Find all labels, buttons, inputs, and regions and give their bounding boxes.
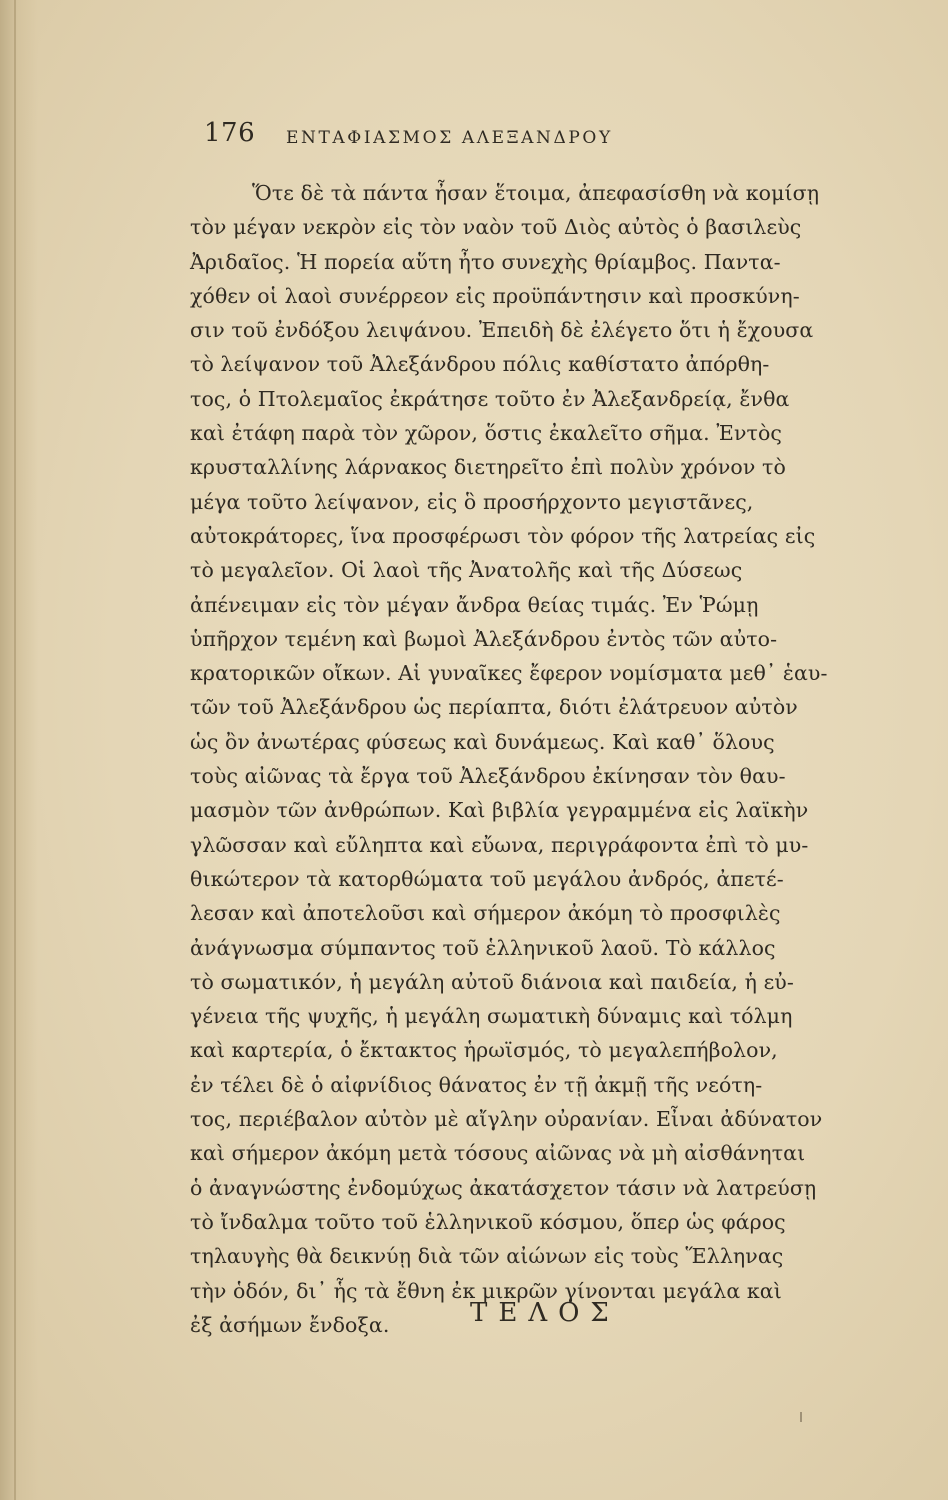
- text-line: τοὺς αἰῶνας τὰ ἔργα τοῦ Ἀλεξάνδρου ἐκίνησαν τὸν θαυ-: [190, 764, 786, 789]
- text-line: θικώτερον τὰ κατορθώματα τοῦ μεγάλου ἀνδρός, ἀπετέ-: [190, 866, 784, 891]
- text-line: σιν τοῦ ἐνδόξου λειψάνου. Ἐπειδὴ δὲ ἐλέγετο ὅτι ἡ ἔχουσα: [190, 318, 814, 343]
- text-line: αὐτοκράτορες, ἵνα προσφέρωσι τὸν φόρον τῆς λατρείας εἰς: [190, 523, 816, 548]
- ink-speck: [800, 1412, 802, 1422]
- text-line: ἐξ ἀσήμων ἔνδοξα.: [190, 1312, 390, 1337]
- binding-gutter-line: [14, 0, 16, 1500]
- text-line: ὁ ἀναγνώστης ἐνδομύχως ἀκατάσχετον τάσιν νὰ λατρεύσῃ: [190, 1175, 817, 1200]
- text-line: τὸ σωματικόν, ἡ μεγάλη αὐτοῦ διάνοια καὶ παιδεία, ἡ εὐ-: [190, 969, 794, 994]
- page-header: [204, 118, 764, 158]
- text-line: Ἀριδαῖος. Ἡ πορεία αὕτη ἦτο συνεχὴς θρίαμβος. Παντα-: [190, 249, 781, 274]
- text-line: λεσαν καὶ ἀποτελοῦσι καὶ σήμερον ἀκόμη τὸ προσφιλὲς: [190, 901, 781, 926]
- text-line: τὸ ἴνδαλμα τοῦτο τοῦ ἑλληνικοῦ κόσμου, ὅπερ ὡς φάρος: [190, 1209, 786, 1234]
- text-line: τὸ λείψανον τοῦ Ἀλεξάνδρου πόλις καθίστατο ἀπόρθη-: [190, 352, 770, 377]
- text-line: τὸν μέγαν νεκρὸν εἰς τὸν ναὸν τοῦ Διὸς αὐτὸς ὁ βασιλεὺς: [190, 215, 802, 240]
- text-line: κρυσταλλίνης λάρνακος διετηρεῖτο ἐπὶ πολὺν χρόνον τὸ: [190, 455, 786, 480]
- text-line: καὶ σήμερον ἀκόμη μετὰ τόσους αἰῶνας νὰ μὴ αἰσθάνηται: [190, 1141, 806, 1166]
- text-line: Ὅτε δὲ τὰ πάντα ἦσαν ἕτοιμα, ἀπεφασίσθη νὰ κομίσῃ: [252, 181, 820, 205]
- text-line: μέγα τοῦτο λείψανον, εἰς ὃ προσήρχοντο μεγιστᾶνες,: [190, 489, 754, 514]
- text-line: γένεια τῆς ψυχῆς, ἡ μεγάλη σωματικὴ δύναμις καὶ τόλμη: [190, 1004, 793, 1029]
- text-line: τὸ μεγαλεῖον. Οἱ λαοὶ τῆς Ἀνατολῆς καὶ τῆς Δύσεως: [190, 558, 743, 583]
- text-line: τηλαυγὴς θὰ δεικνύῃ διὰ τῶν αἰώνων εἰς τοὺς Ἕλληνας: [190, 1244, 784, 1269]
- binding-gutter-shadow: [0, 0, 38, 1500]
- text-line: καὶ ἐτάφη παρὰ τὸν χῶρον, ὅστις ἐκαλεῖτο σῆμα. Ἐντὸς: [190, 421, 782, 446]
- text-line: μασμὸν τῶν ἀνθρώπων. Καὶ βιβλία γεγραμμένα εἰς λαϊκὴν: [190, 798, 809, 823]
- text-line: τος, περιέβαλον αὐτὸν μὲ αἴγλην οὐρανίαν. Εἶναι ἀδύνατον: [190, 1107, 823, 1132]
- text-line: χόθεν οἱ λαοὶ συνέρρεον εἰς προϋπάντησιν καὶ προσκύνη-: [190, 283, 800, 308]
- running-head: ΕΝΤΑΦΙΑΣΜΟΣ ΑΛΕΞΑΝΔΡΟΥ: [286, 128, 613, 148]
- end-mark: ΤΕΛΟΣ: [470, 1298, 620, 1328]
- text-line: καὶ καρτερία, ὁ ἔκτακτος ἡρωϊσμός, τὸ μεγαλεπήβολον,: [190, 1038, 778, 1063]
- text-line: τὴν ὁδόν, δι᾽ ἧς τὰ ἔθνη ἐκ μικρῶν γίνονται μεγάλα καὶ: [190, 1278, 782, 1303]
- page-number: 176: [204, 118, 256, 148]
- text-line: ὑπῆρχον τεμένη καὶ βωμοὶ Ἀλεξάνδρου ἐντὸς τῶν αὐτο-: [190, 626, 778, 651]
- text-line: τῶν τοῦ Ἀλεξάνδρου ὡς περίαπτα, διότι ἐλάτρευον αὐτὸν: [190, 695, 798, 720]
- text-line: κρατορικῶν οἴκων. Αἱ γυναῖκες ἔφερον νομίσματα μεθ᾽ ἑαυ-: [190, 661, 828, 686]
- text-line: ἐν τέλει δὲ ὁ αἰφνίδιος θάνατος ἐν τῇ ἀκμῇ τῆς νεότη-: [190, 1072, 763, 1097]
- text-line: τος, ὁ Πτολεμαῖος ἐκράτησε τοῦτο ἐν Ἀλεξανδρείᾳ, ἔνθα: [190, 386, 790, 411]
- text-line: ἀπένειμαν εἰς τὸν μέγαν ἄνδρα θείας τιμάς. Ἐν Ῥώμῃ: [190, 592, 759, 617]
- text-line: γλῶσσαν καὶ εὔληπτα καὶ εὔωνα, περιγράφοντα ἐπὶ τὸ μυ-: [190, 832, 809, 857]
- text-line: ὡς ὂν ἀνωτέρας φύσεως καὶ δυνάμεως. Καὶ καθ᾽ ὅλους: [190, 729, 775, 754]
- body-text: [190, 176, 938, 1342]
- text-line: ἀνάγνωσμα σύμπαντος τοῦ ἑλληνικοῦ λαοῦ. Τὸ κάλλος: [190, 935, 776, 960]
